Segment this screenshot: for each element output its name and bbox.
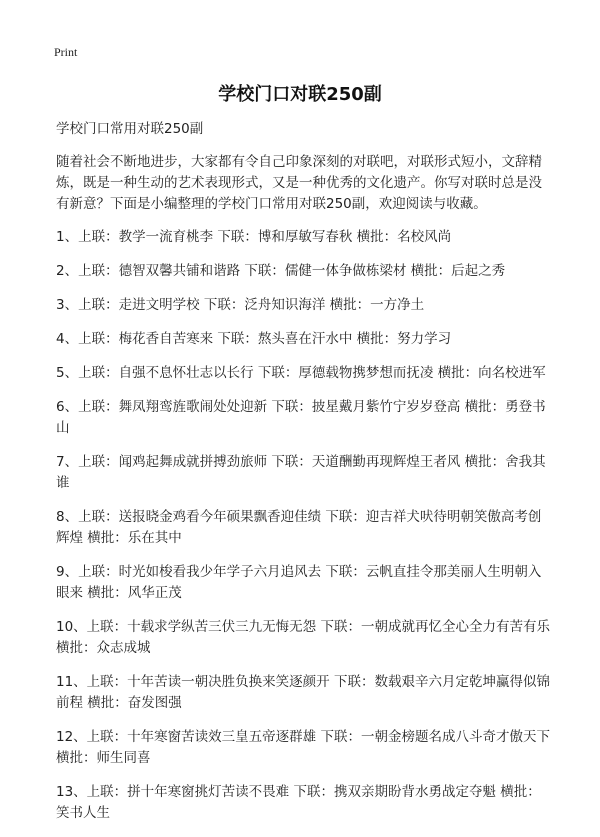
intro-paragraph: 随着社会不断地进步，大家都有令自己印象深刻的对联吧，对联形式短小，文辞精炼，既是一种生动的艺术表现形式，又是一种优秀的文化遗产。你写对联时总是没有新意？下面是小编整理的学校门口常用对联250副，欢迎阅读与收藏。 bbox=[56, 154, 542, 212]
couplet-item: 6、上联：舞凤翔鸾旌歌闹处处迎新 下联：披星戴月紫竹宁岁岁登高 横批：勇登书山 bbox=[56, 399, 546, 436]
couplet-item: 9、上联：时光如梭看我少年学子六月追风去 下联：云帆直挂令那美丽人生明朝入眼来 横批：风华正茂 bbox=[56, 564, 542, 601]
document-title: 学校门口对联250副 bbox=[218, 84, 382, 105]
couplet-item: 8、上联：送报晓金鸡看今年硕果飘香迎佳绩 下联：迎吉祥犬吠待明朝笑傲高考创辉煌 横批：乐在其中 bbox=[56, 509, 542, 546]
couplet-item: 4、上联：梅花香自苦寒来 下联：熬头喜在汗水中 横批：努力学习 bbox=[56, 331, 452, 347]
couplet-item: 10、上联：十载求学纵苦三伏三九无悔无怨 下联：一朝成就再忆全心全力有苦有乐 横批：众志成城 bbox=[56, 619, 550, 656]
print-link[interactable]: Print bbox=[54, 45, 78, 59]
couplet-item: 13、上联：拼十年寒窗挑灯苦读不畏难 下联：携双亲期盼背水勇战定夺魁 横批：笑书人生 bbox=[56, 784, 541, 821]
couplet-item: 7、上联：闻鸡起舞成就拼搏劲旅师 下联：天道酬勤再现辉煌王者风 横批：舍我其谁 bbox=[56, 454, 546, 491]
couplet-item: 11、上联：十年苦读一朝决胜负换来笑逐颜开 下联：数载艰辛六月定乾坤赢得似锦前程 横批：奋发图强 bbox=[56, 674, 550, 711]
couplet-item: 3、上联：走进文明学校 下联：泛舟知识海洋 横批：一方净土 bbox=[56, 297, 425, 313]
couplet-item: 12、上联：十年寒窗苦读效三皇五帝逐群雄 下联：一朝金榜题名成八斗奇才傲天下 横批：师生同喜 bbox=[56, 729, 550, 766]
document-subtitle: 学校门口常用对联250副 bbox=[56, 121, 204, 137]
couplet-item: 1、上联：教学一流育桃李 下联：博和厚敏写春秋 横批：名校风尚 bbox=[56, 229, 452, 245]
couplet-item: 2、上联：德智双馨共铺和谐路 下联：儒健一体争做栋梁材 横批：后起之秀 bbox=[56, 263, 506, 279]
document-body bbox=[56, 119, 552, 837]
couplet-item: 5、上联：自强不息怀壮志以长行 下联：厚德载物携梦想而抚凌 横批：向名校进军 bbox=[56, 365, 546, 381]
